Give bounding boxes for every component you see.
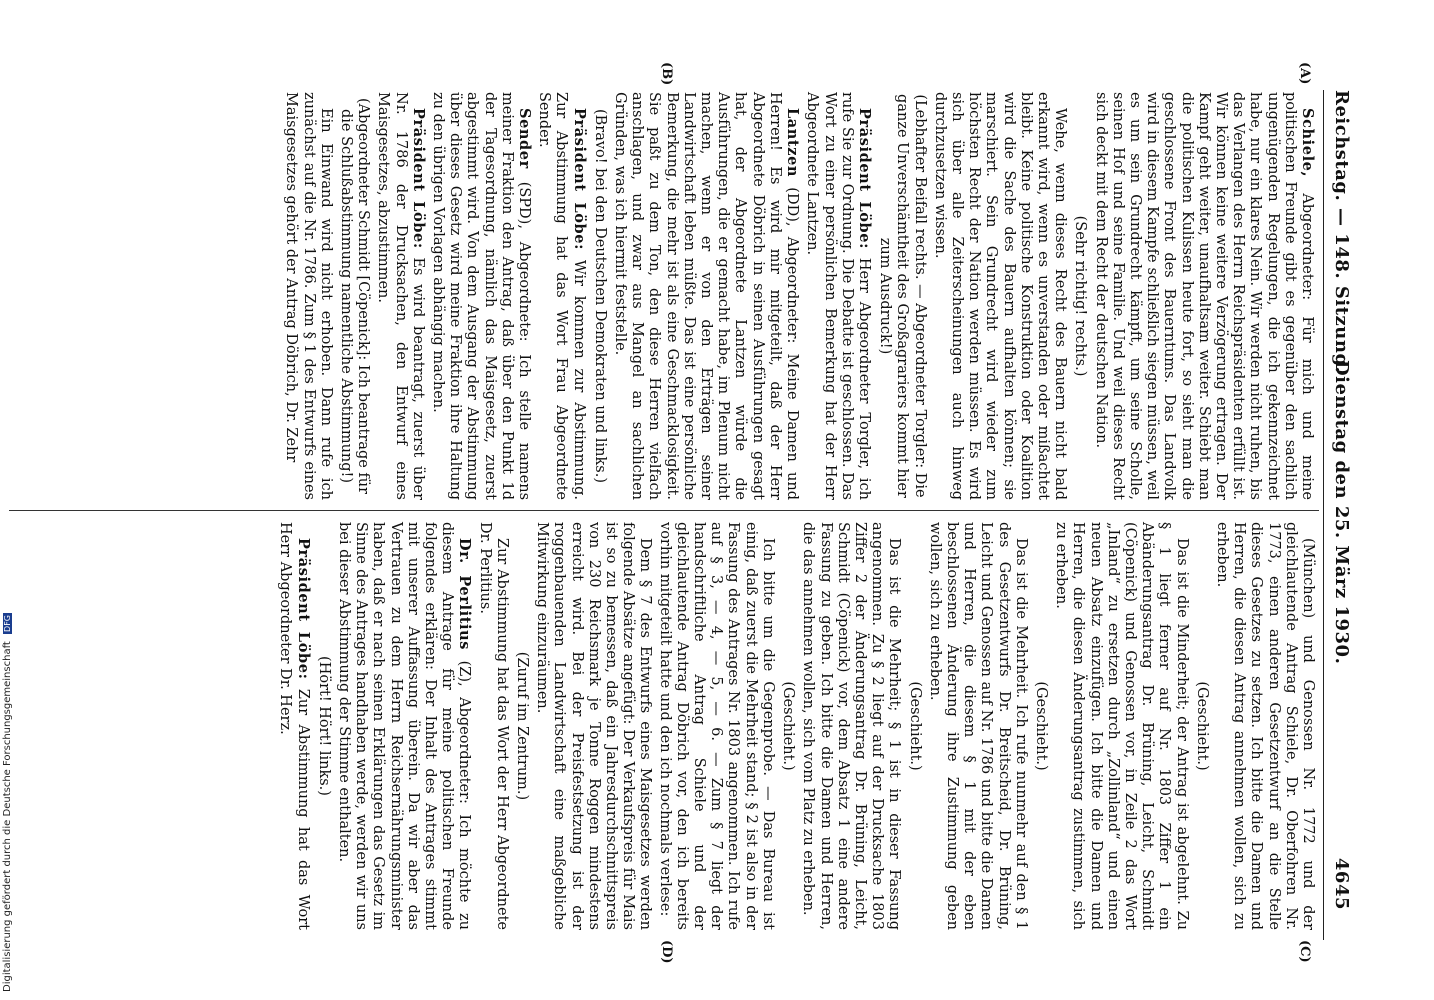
interjection	[513, 522, 530, 930]
interjection	[337, 92, 371, 500]
page-header	[1326, 90, 1352, 940]
paragraph	[655, 522, 775, 930]
paragraph-text: (Sehr richtig! rechts.)	[1072, 215, 1089, 377]
header-title: Reichstag. — 148. Sitzung.	[1331, 90, 1352, 374]
dfg-logo: DFG	[3, 615, 12, 632]
paragraph-text: (Geschieht.)	[1032, 681, 1049, 771]
paragraph-text: (Zuruf im Zentrum.)	[514, 651, 531, 801]
paragraph-text: (Geschieht.)	[1193, 681, 1210, 771]
paragraph-text: (Hört! Hört! links.)	[315, 656, 332, 796]
paragraph	[926, 522, 1029, 930]
speaker-name: Sender	[516, 108, 534, 169]
interjection	[1193, 522, 1210, 930]
paragraph	[803, 92, 873, 500]
speaker-name: Präsident Löbe:	[855, 108, 873, 250]
speaker-name: Präsident Löbe:	[294, 538, 312, 680]
margin-marker-c: (C)	[1297, 940, 1312, 963]
paragraph	[276, 522, 311, 930]
paragraph-text: (Abgeordneter Schmidt [Cöpenick]: Ich beantrage für die Schlußabstimmung namentliche Abstimmung!)	[338, 97, 372, 495]
paragraph	[374, 92, 427, 500]
paragraph	[282, 92, 334, 500]
paragraph-text: (Z), Abgeordneter: Ich möchte zu diesem Antrage für meine politischen Freunde folgendes erklären: Der Inhalt des Antrages stimmt mit unserer Auffassung überein. Da wir aber das Vertrauen zu dem Herrn Reichsernährungsminister haben, daß er nach seinen Erklärungen das Gesetz im Sinne des Antrages handhaben werde, werden wir uns bei dieser Abstimmung der Stimme enthalten.	[336, 522, 473, 931]
paragraph	[535, 92, 588, 500]
paragraph-text: (Bravo! bei den Deutschen Demokraten und links.)	[591, 108, 608, 484]
interjection	[905, 522, 922, 930]
paragraph-text: (Geschieht.)	[780, 681, 797, 771]
speaker-name: Präsident Löbe:	[409, 108, 427, 249]
paragraph	[611, 92, 801, 500]
interjection	[315, 522, 332, 930]
paragraph-text: Das ist die Mehrheit. Ich rufe nunmehr auf den § 1 des Gesetzentwurfs Dr. Breitscheid, Dr. Brüning, Leicht und Genossen auf Nr. 1786 und bitte die Damen und Herren, die diesem § 1 mit der eben beschlossenen Änderung ihre Zustimmung geben wollen, sich zu erheben.	[926, 522, 1029, 930]
paragraph	[429, 92, 533, 500]
margin-marker-a: (A)	[1297, 62, 1312, 85]
paragraph-text: (Geschieht.)	[906, 681, 923, 771]
paragraph	[1052, 522, 1190, 930]
header-date: Dienstag den 25. März 1930.	[1331, 360, 1352, 665]
paragraph-text: (München) und Genossen Nr. 1772 und der gleichlautende Antrag Schiele, Dr. Oberfohren Nr. 1773, einen anderen Gesetzentwurf an die Stelle dieses Gesetzes zu setzen. Ich bitte die Damen und Herren, die diesen Antrag annehmen wollen, sich zu erheben.	[1213, 522, 1316, 930]
paragraph-text: Herr Abgeordneter Torgler, ich rufe Sie zur Ordnung. Die Debatte ist geschlossen. Das Wort zu einer persönlichen Bemerkung hat der Herr Abgeordnete Lantzen.	[804, 92, 872, 500]
paragraph-text: Es wird beantragt, zuerst über Nr. 1786 der Drucksachen, den Entwurf eines Maisgesetzes, abzustimmen.	[375, 92, 426, 500]
margin-marker-b: (B)	[659, 62, 674, 86]
paragraph	[533, 522, 653, 930]
digitization-text: Digitalisierung gefördert durch die Deutsche Forschungsgemeinschaft	[2, 641, 13, 992]
page-number: 4645	[1331, 857, 1352, 910]
paragraph-text: Das ist die Minderheit; der Antrag ist abgelehnt. Zu § 1 liegt ferner auf Nr. 1803 Ziffer 1 ein Abänderungsantrag Dr. Brüning, Leicht, Schmidt (Cöpenick) und Genossen vor, in Zeile 2 das Wort „Inland“ zu ersetzen durch „Zollinland“ und einen neuen Absatz einzufügen. Ich bitte die Damen und Herren, die diesen Änderungsantrag zustimmen, sich zu erheben.	[1053, 522, 1190, 930]
interjection	[1071, 92, 1088, 500]
margin-marker-d: (D)	[659, 940, 674, 964]
paragraph	[931, 92, 1069, 500]
column-rule	[9, 510, 1319, 511]
paragraph-text: Wir kommen zur Abstimmung. Zur Abstimmung hat das Wort Frau Abgeordnete Sender.	[536, 92, 587, 500]
paragraph	[1091, 92, 1316, 500]
speaker-name: Dr. Perlitius	[456, 538, 474, 651]
paragraph-text: Ich bitte um die Gegenprobe. — Das Bureau ist einig, daß zuerst die Mehrheit stand; § 2 ist also in der Fassung des Antrages Nr. 1803 angenommen. Ich rufe auf § 3, — 4, — 5, — 6. — Zum § 7 liegt der handschriftliche Antrag Schiele und der gleichlautende Antrag Döbrich vor, den ich bereits vorhin mitgeteilt hatte und den ich nochmals verlese:	[656, 522, 776, 930]
paragraph-text: Das ist die Mehrheit; § 1 ist in dieser Fassung angenommen. Zu § 2 liegt auf der Drucksache 1803 Ziffer 2 der Änderungsantrag Dr. Brüning, Leicht, Schmidt (Cöpenick) vor, dem Absatz 1 eine andere Fassung zu geben. Ich bitte die Damen und Herren, die das annehmen wollen, sich vom Platz zu erheben.	[800, 522, 903, 930]
paragraph-text: Zur Abstimmung hat das Wort Herr Abgeordneter Dr. Herz.	[277, 522, 311, 931]
paragraph-text: (SPD), Abgeordnete: Ich stelle namens meiner Fraktion den Antrag, daß über den Punkt 1d der Tagesordnung, nämlich das Maisgesetz, zuerst abgestimmt wird. Von dem Ausgang der Abstimmung über dieses Gesetz wird meine Fraktion ihre Haltung zu den übrigen Vorlagen abhängig machen.	[430, 92, 533, 501]
speaker-name: Lantzen	[784, 108, 802, 178]
paragraph-text: (DD), Abgeordneter: Meine Damen und Herren! Es wird mir mitgeteilt, daß der Herr Abgeordnete Döbrich in seinen Ausführungen gesagt hat, der Abgeordnete Lantzen würde die Ausführungen, die er gemacht habe, im Plenum nicht machen, wenn er von den Erträgen seiner Landwirtschaft leben müßte. Das ist eine persönliche Bemerkung, die mehr ist als eine Geschmacklosigkeit. Sie paßt zu dem Ton, den diese Herren vielfach anschlagen, und zwar aus Mangel an sachlichen Gründen, was ich hiermit feststelle.	[612, 92, 801, 501]
paragraph	[475, 522, 509, 930]
left-column	[280, 92, 1316, 500]
interjection	[1032, 522, 1049, 930]
speaker-name: Schiele,	[1299, 108, 1316, 178]
paragraph	[799, 522, 902, 930]
paragraph-text: Dem § 7 des Entwurfs eines Maisgesetzes werden folgende Absätze angefügt: Der Verkaufspreis für Mais ist so zu bemessen, daß ein Jahresdurchschnittspreis von 230 Reichsmark je Tonne Roggen mindestens erreicht wird. Bei der Preisfestsetzung ist der roggenbauenden Landwirtschaft eine maßgebliche Mitwirkung einzuräumen.	[534, 522, 654, 930]
paragraph	[335, 522, 474, 930]
interjection	[876, 92, 928, 500]
speaker-name: Präsident Löbe:	[570, 108, 588, 251]
interjection	[779, 522, 796, 930]
paragraph	[1213, 522, 1316, 930]
paragraph-text: Abgeordneter: Für mich und meine politischen Freunde gibt es gegenüber den sachlich ungenügenden Regelungen, die ich gekennzeichnet habe, nur ein klares Nein. Wir werden nicht ruhen, bis das Verlangen des Herrn Reichspräsidenten erfüllt ist. Wir können keine weitere Verzögerung ertragen. Der Kampf geht weiter, unaufhaltsam weiter. Schiebt man die politischen Kulissen heute fort, so sieht man die geschlossene Front des Bauerntums. Das Landvolk wird in diesem Kampfe schließlich siegen müssen, weil es um sein Grundrecht kämpft, um seine Scholle, seinen Hof und seine Familie. Und weil dieses Recht sich deckt mit dem Recht der deutschen Nation.	[1092, 92, 1315, 500]
paragraph-text: (Lebhafter Beifall rechts. — Abgeordneter Torgler: Die ganze Unverschämtheit des Großagrariers kommt hier zum Ausdruck!)	[877, 94, 928, 498]
paragraph-text: Ein Einwand wird nicht erhoben. Dann rufe ich zunächst auf die Nr. 1786. Zum § 1 des Entwurfs eines Maisgesetzes gehört der Antrag Döbrich, Dr. Zehr	[283, 92, 334, 500]
digitization-strip	[0, 0, 16, 1000]
interjection	[591, 92, 608, 500]
right-column	[274, 522, 1316, 930]
paragraph-text: Zur Abstimmung hat das Wort der Herr Abgeordnete Dr. Perlitius.	[476, 522, 510, 930]
paragraph-text: Wehe, wenn dieses Recht des Bauern nicht bald erkannt wird, wenn es unverstanden oder mißachtet bleibt. Keine politische Konstruktion oder Koalition wird die Sache des Bauern aufhalten können; sie marschiert. Sein Grundrecht wird wieder zum höchsten Recht der Nation werden müssen. Es wird sich über alle Zeiterscheinungen auch hinweg durchzusetzen wissen.	[931, 92, 1069, 500]
header-rule	[1323, 90, 1324, 940]
digitization-note	[2, 0, 14, 992]
